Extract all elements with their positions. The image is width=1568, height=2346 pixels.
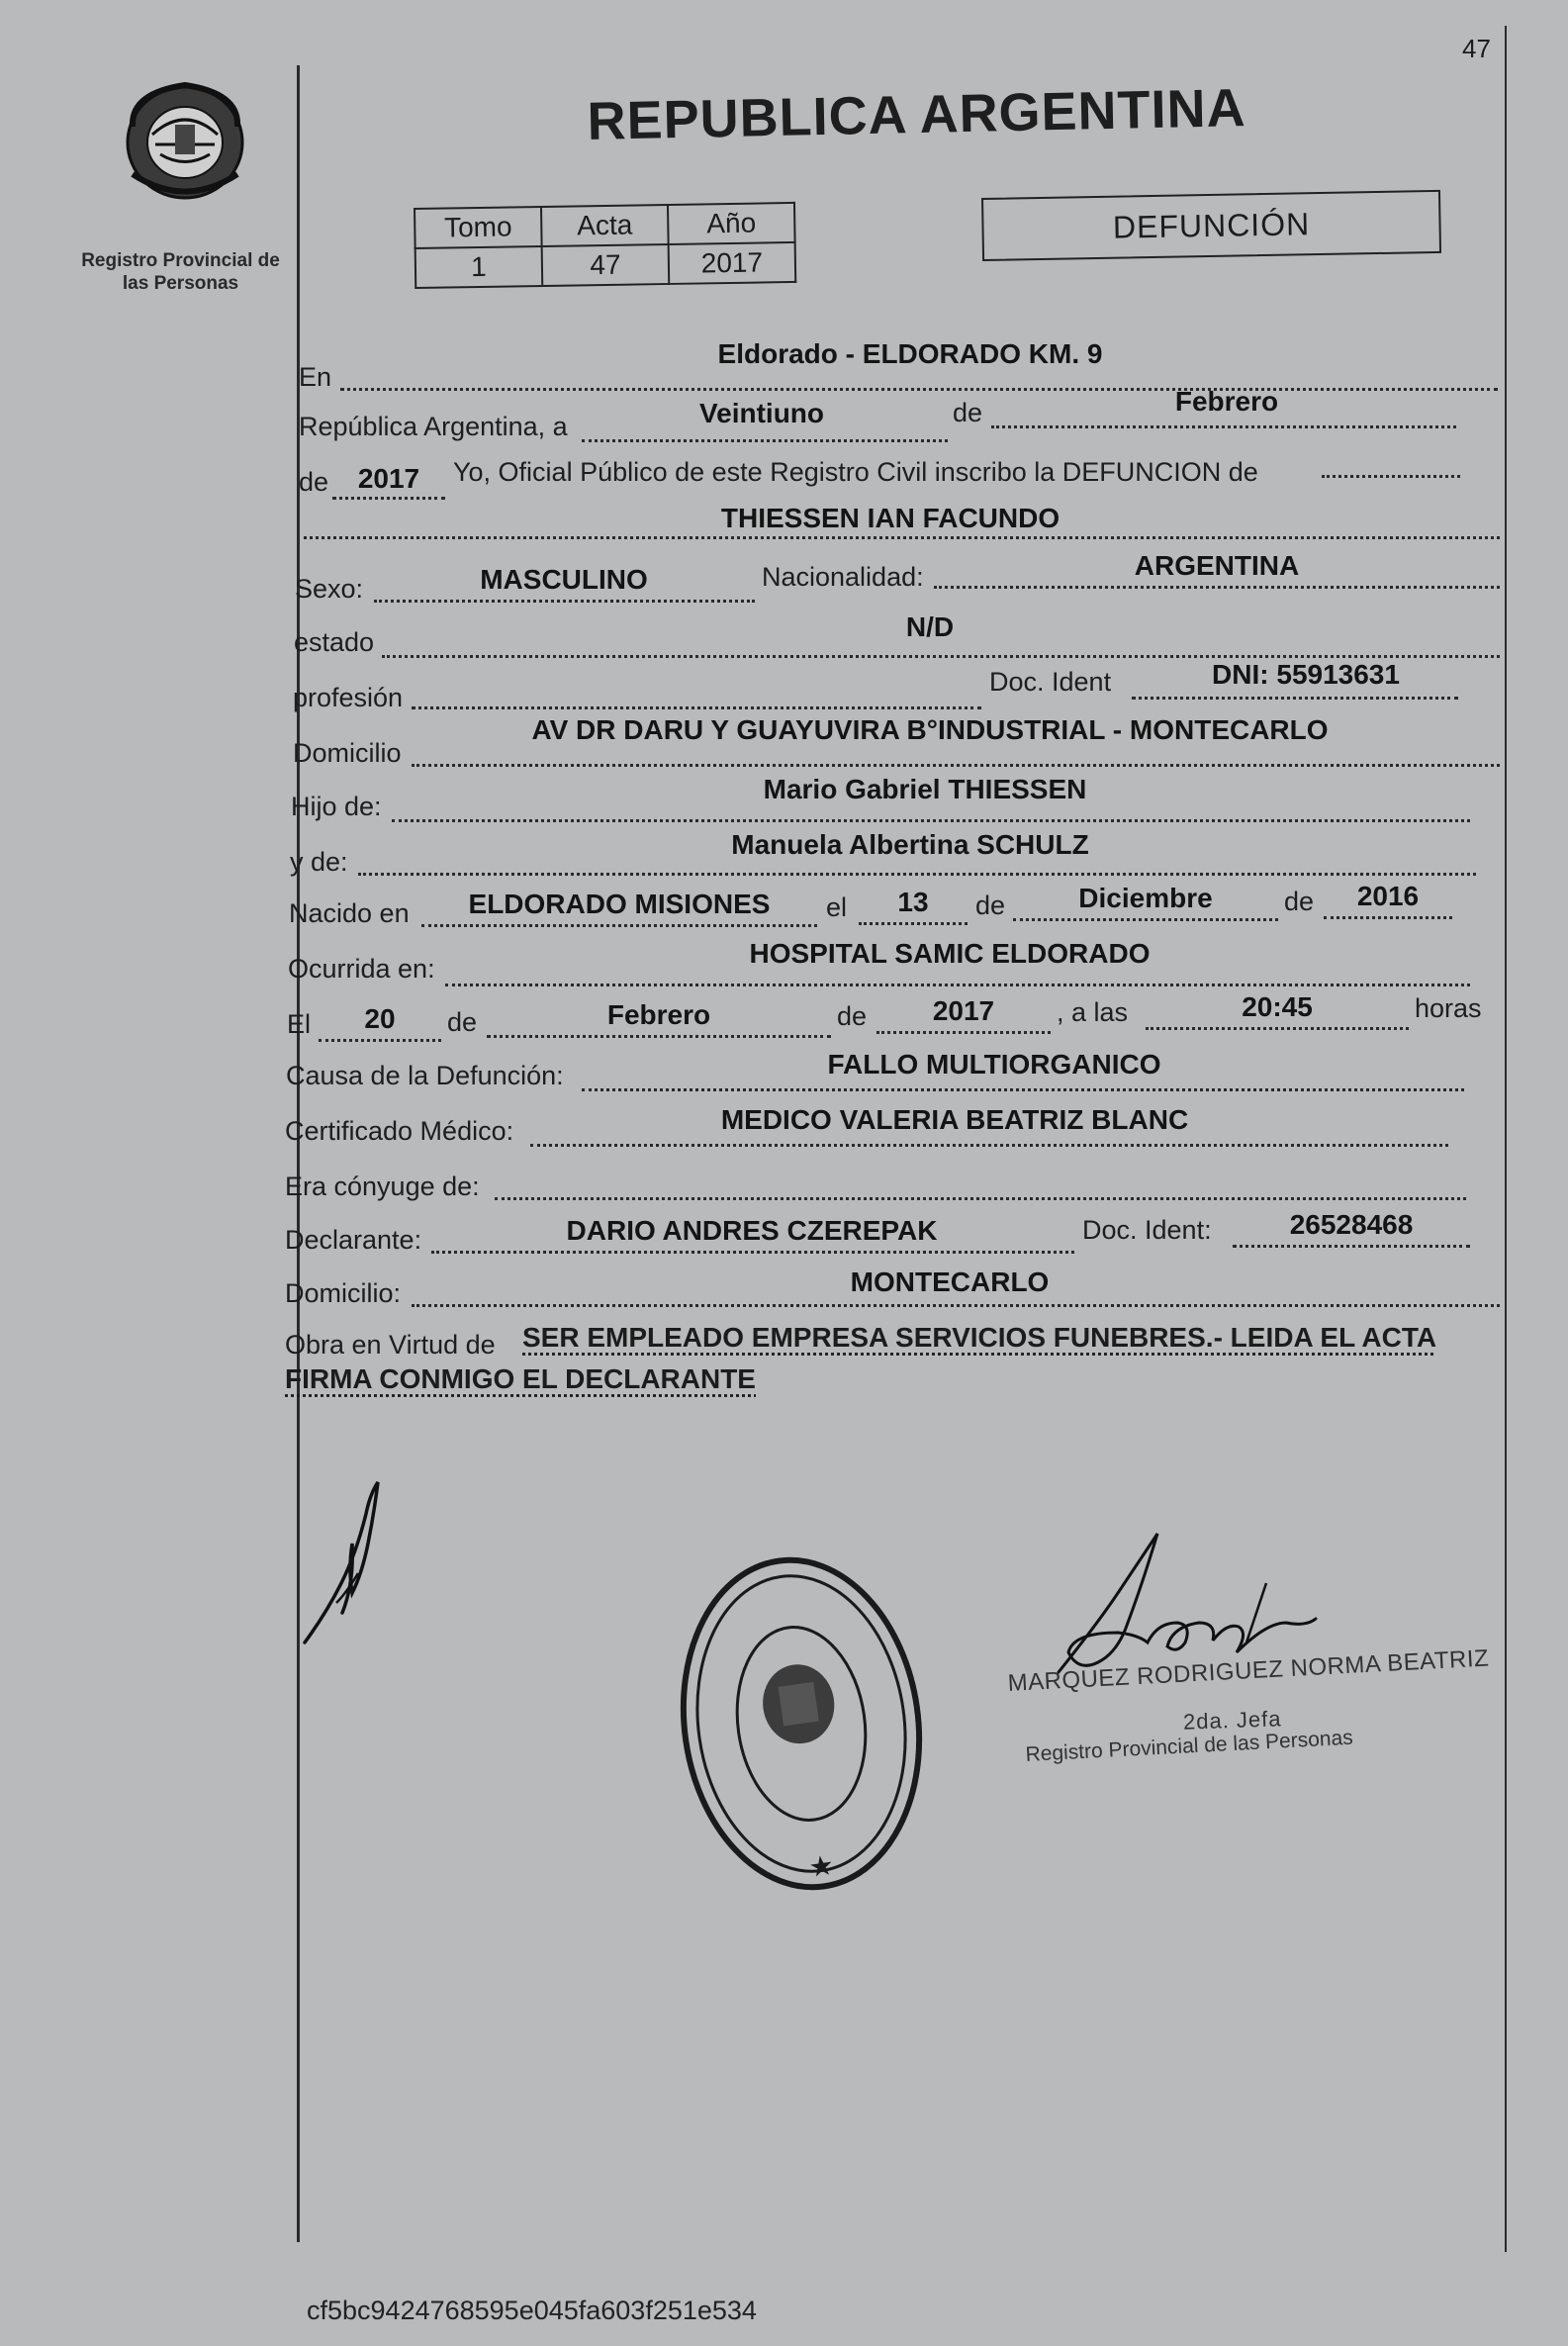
dots-fall-mes — [487, 1035, 831, 1038]
value-nacido-lugar: ELDORADO MISIONES — [468, 889, 771, 919]
value-anio: 2017 — [357, 463, 420, 494]
dots-yo-end — [1322, 475, 1460, 478]
signature-title: 2da. Jefa — [1182, 1706, 1282, 1735]
value-estado: N/D — [905, 611, 955, 642]
dots-mes — [991, 425, 1456, 428]
act-type-box: DEFUNCIÓN — [981, 190, 1441, 261]
anio-value: 2017 — [669, 242, 796, 284]
misiones-seal-logo — [111, 75, 259, 204]
dots-domicilio — [412, 764, 1500, 767]
label-horas: horas — [1415, 993, 1482, 1023]
dots-declarante-domicilio — [412, 1304, 1500, 1307]
label-de-nacido-mes: de — [975, 891, 1006, 920]
document-title: REPUBLICA ARGENTINA — [587, 78, 1247, 151]
value-certificado: MEDICO VALERIA BEATRIZ BLANC — [720, 1104, 1189, 1135]
label-y-de: y de: — [290, 847, 348, 877]
svg-text:★: ★ — [806, 1847, 836, 1885]
label-causa: Causa de la Defunción: — [286, 1061, 564, 1090]
value-nacido-dia: 13 — [897, 887, 929, 917]
dots-nacido-lugar — [421, 924, 817, 927]
label-de-fall-anio: de — [837, 1001, 868, 1031]
label-estado: estado — [294, 627, 375, 657]
label-declarante-domicilio: Domicilio: — [285, 1278, 402, 1308]
label-certificado: Certificado Médico: — [285, 1116, 514, 1146]
value-nacido-anio: 2016 — [1356, 881, 1420, 911]
page-number: 47 — [1462, 34, 1491, 63]
label-profesion: profesión — [293, 683, 404, 712]
right-margin-line — [1505, 26, 1507, 2252]
signature-name: MARQUEZ RODRIGUEZ NORMA BEATRIZ — [1007, 1644, 1490, 1697]
value-fall-dia: 20 — [364, 1003, 396, 1034]
registry-label: Registro Provincial de las Personas — [81, 250, 280, 294]
acta-header: Acta — [541, 205, 669, 246]
label-a-las: , a las — [1057, 997, 1129, 1027]
dots-nacionalidad — [934, 586, 1500, 589]
value-ocurrida: HOSPITAL SAMIC ELDORADO — [749, 938, 1151, 969]
label-nacido-en: Nacido en — [289, 898, 410, 928]
dots-fall-anio — [876, 1031, 1051, 1034]
label-ocurrida-en: Ocurrida en: — [288, 954, 435, 984]
value-lugar: Eldorado - ELDORADO KM. 9 — [717, 338, 1103, 369]
value-padre: Mario Gabriel THIESSEN — [763, 774, 1087, 804]
value-domicilio: AV DR DARU Y GUAYUVIRA B°INDUSTRIAL - MONTECARLO — [531, 714, 1329, 745]
tomo-header: Tomo — [415, 207, 542, 248]
acta-value: 47 — [542, 244, 670, 286]
dots-nacido-mes — [1013, 918, 1278, 921]
label-nacionalidad: Nacionalidad: — [762, 562, 924, 592]
dots-fall-dia — [319, 1039, 441, 1042]
label-el: El — [287, 1009, 312, 1039]
label-el-nacido: el — [826, 892, 848, 922]
declarant-signature — [297, 1474, 406, 1652]
label-hijo-de: Hijo de: — [291, 792, 382, 821]
dots-dia — [582, 439, 948, 442]
value-nacionalidad: ARGENTINA — [1134, 550, 1300, 581]
value-nacido-mes: Diciembre — [1078, 883, 1213, 913]
value-fall-mes: Febrero — [606, 999, 711, 1030]
dots-declarante-doc — [1233, 1245, 1470, 1248]
label-doc-ident: Doc. Ident — [989, 667, 1112, 697]
dots-madre — [358, 873, 1476, 876]
dots-sexo — [374, 600, 755, 603]
label-domicilio: Domicilio — [293, 738, 402, 768]
signature-organization: Registro Provincial de las Personas — [1025, 1726, 1354, 1766]
value-hora: 20:45 — [1242, 991, 1313, 1022]
dots-fallecido — [297, 536, 1500, 539]
value-causa: FALLO MULTIORGANICO — [827, 1049, 1161, 1079]
dots-causa — [582, 1088, 1464, 1091]
dots-nacido-dia — [859, 922, 968, 925]
value-declarante-domicilio: MONTECARLO — [850, 1267, 1050, 1297]
dots-doc — [1132, 697, 1458, 700]
book-reference-table — [414, 202, 796, 289]
dots-nacido-anio — [1324, 916, 1452, 919]
value-fall-anio: 2017 — [932, 995, 995, 1026]
label-sexo: Sexo: — [295, 574, 364, 604]
label-de-nacido-anio: de — [1284, 887, 1315, 916]
label-republica: República Argentina, a — [299, 412, 568, 441]
value-madre: Manuela Albertina SCHULZ — [731, 829, 1089, 860]
dots-declarante — [431, 1251, 1074, 1254]
dots-profesion — [412, 706, 981, 709]
registry-stamp — [673, 1546, 930, 1902]
dots-estado — [382, 655, 1500, 658]
dots-hora — [1146, 1027, 1409, 1030]
value-sexo: MASCULINO — [480, 564, 648, 595]
label-de-1: de — [953, 398, 983, 427]
value-fallecido: THIESSEN IAN FACUNDO — [720, 503, 1061, 533]
value-dia-letras: Veintiuno — [699, 398, 824, 428]
value-obra-line2: FIRMA CONMIGO EL DECLARANTE — [285, 1363, 756, 1394]
label-declarante: Declarante: — [285, 1225, 422, 1255]
label-yo-oficial: Yo, Oficial Público de este Registro Civil inscribo la DEFUNCION de — [453, 457, 1258, 487]
label-declarante-doc: Doc. Ident: — [1082, 1215, 1212, 1245]
value-mes: Febrero — [1174, 386, 1279, 417]
document-hash: cf5bc9424768595e045fa603f251e534 — [307, 2296, 757, 2325]
anio-header: Año — [668, 203, 795, 244]
label-de-fall-mes: de — [447, 1007, 478, 1037]
value-obra-line1: SER EMPLEADO EMPRESA SERVICIOS FUNEBRES.- LEIDA EL ACTA — [522, 1322, 1437, 1353]
dots-padre — [392, 819, 1470, 822]
dots-anio — [332, 497, 445, 500]
label-obra: Obra en Virtud de — [285, 1330, 496, 1360]
dots-conyuge — [495, 1197, 1466, 1200]
dots-ocurrida — [445, 984, 1470, 986]
value-doc: DNI: 55913631 — [1212, 659, 1400, 690]
label-de-2: de — [299, 467, 329, 497]
label-en: En — [299, 362, 332, 392]
dots-certificado — [530, 1144, 1448, 1147]
label-conyuge: Era cónyuge de: — [285, 1172, 480, 1201]
tomo-value: 1 — [415, 246, 543, 288]
value-declarante: DARIO ANDRES CZEREPAK — [566, 1215, 938, 1246]
value-declarante-doc: 26528468 — [1289, 1209, 1414, 1240]
